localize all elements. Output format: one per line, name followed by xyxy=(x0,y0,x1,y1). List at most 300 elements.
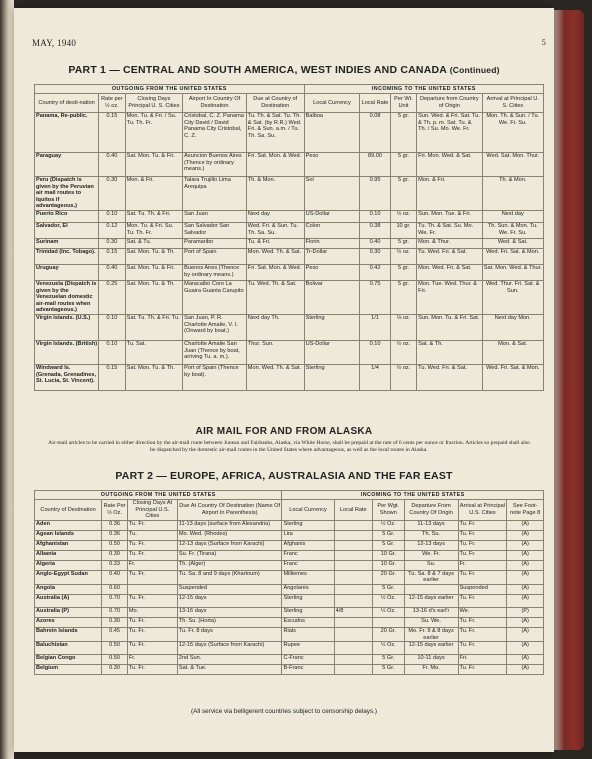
part2-table-cell: 5 Gr. xyxy=(372,540,404,550)
part2-table-cell: 20 Gr. xyxy=(372,570,404,584)
part2-table-cell xyxy=(334,570,372,584)
part2-table-cell: Su. Fr. (Tirana) xyxy=(177,550,282,560)
table-row xyxy=(35,248,544,264)
part1-table-cell: Th. Sun. & Mon. Tu. We. Fr. Su. xyxy=(482,222,543,238)
part2-table-cell: 0.50 xyxy=(102,642,128,655)
part2-table-cell xyxy=(334,560,372,570)
part1-table-cell: Bolivar xyxy=(304,280,360,314)
part1-table-cell: Sat. Mon. Tu. & Th. xyxy=(125,364,183,390)
part2-table-cell: Tu. Fr. xyxy=(458,530,507,540)
table-row xyxy=(35,264,544,280)
part2-table-cell: Fr. xyxy=(127,560,177,570)
part2-table-cell: 12-13 days (Surface from Karachi) xyxy=(177,540,282,550)
part1-column-header: Arrival at Principal U. S. Cities xyxy=(482,94,543,113)
part2-table-cell: Tu. xyxy=(127,530,177,540)
part2-table-cell: Fr. xyxy=(127,655,177,665)
part1-table-cell: Tu. Th. & Sat. Tu. Th. & Sat. (by R.R.) Wed. Fri. & Sun. a.m. / Tu. Th. Sa. Su. xyxy=(246,113,304,153)
part2-outgoing-header: OUTGOING FROM THE UNITED STATES xyxy=(35,491,282,500)
part1-column-headers xyxy=(35,94,544,113)
part1-table-cell: 0.10 xyxy=(99,314,125,340)
part1-table-cell: Fri. Sat. Mon. & Wed. xyxy=(246,153,304,177)
part2-table-cell: Afghanis xyxy=(282,540,334,550)
table-row xyxy=(35,520,544,530)
part2-table-cell: ½ Oz. xyxy=(372,642,404,655)
part2-table-cell: Anglo-Egypt Sudan xyxy=(35,570,102,584)
part1-table-cell: Peru (Dispatch is given by the Peruvian air mail routes to Iquitos if advantageous.) xyxy=(35,177,99,211)
part2-table-cell xyxy=(334,520,372,530)
part1-table-cell: Sat. Tu. Th. & Fri. Tu. xyxy=(125,314,183,340)
part1-table-cell: Mon. Wed. Th. & Sat. xyxy=(246,248,304,264)
part1-table-cell: 10 gr. xyxy=(390,222,416,238)
part2-table-cell: 0.70 xyxy=(102,607,128,617)
part2-table-cell: 0.70 xyxy=(102,594,128,607)
part2-table-cell: 12-15 days (Surface from Karachi) xyxy=(177,642,282,655)
part1-table-cell: Next day xyxy=(246,210,304,222)
part1-column-header: Country of desti-nation xyxy=(35,94,99,113)
part2-table-cell: C-Franc xyxy=(282,655,334,665)
part1-table-cell: Mon. & Thur. xyxy=(417,238,482,248)
part2-table-cell: Franc xyxy=(282,560,334,570)
part2-table-cell xyxy=(404,584,458,594)
part2-table-cell: (A) xyxy=(507,530,544,540)
part2-table-cell: 5 Gr. xyxy=(372,530,404,540)
table-row xyxy=(35,364,544,390)
part1-table-cell: Paraguay xyxy=(35,153,99,177)
part2-table-cell: Tu. Sa. 8 & 7 days earlier xyxy=(404,570,458,584)
part2-table-cell: Sat. & Tue. xyxy=(177,665,282,675)
part2-table-cell: Baluchistan xyxy=(35,642,102,655)
part1-table-cell: Sun. Mon. Tue. & Fri. xyxy=(417,210,482,222)
part1-table-cell: US-Dollar xyxy=(304,210,360,222)
part2-column-header: Due At Country Of Destination (Name Of Airport In Parenthesis) xyxy=(177,500,282,521)
part2-table-cell xyxy=(334,627,372,641)
part2-table-cell xyxy=(334,530,372,540)
part1-continued: (Continued) xyxy=(449,65,500,75)
part1-table-cell: 0.40 xyxy=(99,153,125,177)
part1-table-cell: 0.75 xyxy=(360,280,390,314)
part1-title xyxy=(14,64,554,76)
part1-table-cell: Tu. Wed. Fri. & Sat. xyxy=(417,364,482,390)
table-row xyxy=(35,280,544,314)
part2-table-cell: 0.30 xyxy=(102,617,128,627)
part1-table-cell: San Juan, P. R. Charlotte Amalie, V. I. (Onward by boat.) xyxy=(183,314,247,340)
part1-table-cell: Tu. & Fri. xyxy=(246,238,304,248)
part2-table-cell: (A) xyxy=(507,584,544,594)
part1-table-cell: Buenos Aires (Thence by ordinary means.) xyxy=(183,264,247,280)
part1-table-cell: Mon. Tu. & Fri. / Su. Tu. Th. Fr. xyxy=(125,113,183,153)
part2-table-cell: Lira xyxy=(282,530,334,540)
part2-table-cell: ½ Oz. xyxy=(372,607,404,617)
part2-table-cell: ½ Oz. xyxy=(372,520,404,530)
table-row xyxy=(35,222,544,238)
part2-table-cell xyxy=(372,617,404,627)
part1-table-cell: ½ oz. xyxy=(390,340,416,364)
part2-table-cell: 13-16 d's earl'r xyxy=(404,607,458,617)
part1-table-cell: Sterling xyxy=(304,314,360,340)
part1-column-header: Local Rate xyxy=(360,94,390,113)
part1-title-text: PART 1 — CENTRAL AND SOUTH AMERICA, WEST INDIES AND CANADA xyxy=(68,64,447,76)
part2-table-cell: 12-15 days earlier xyxy=(404,642,458,655)
page-number: 5 xyxy=(541,38,546,47)
part1-table-cell: Wed. Sat. Mon. Thur. xyxy=(482,153,543,177)
part2-table-cell: 0.50 xyxy=(102,540,128,550)
part2-table-cell: Tu. Fr. xyxy=(127,594,177,607)
part2-table-cell: 11-13 days (surface from Alexandria) xyxy=(177,520,282,530)
part1-table-cell: ⅛ oz. xyxy=(390,314,416,340)
part1-table-cell: 0.10 xyxy=(99,340,125,364)
table-row xyxy=(35,584,544,594)
part2-table-cell: Angolares xyxy=(282,584,334,594)
part1-table-cell: Virgin Islands. (U.S.) xyxy=(35,314,99,340)
part2-table-cell: Tu. Fr. xyxy=(127,627,177,641)
part1-table-cell: Charlotte Amalie San Juan (Thence by boat, arriving Tu. a. m.). xyxy=(183,340,247,364)
part1-table-cell: 0.38 xyxy=(360,222,390,238)
part1-table-cell: Mon. & Fri. xyxy=(417,177,482,211)
table-row xyxy=(35,153,544,177)
table-row xyxy=(35,314,544,340)
part1-table-cell: Sterling xyxy=(304,364,360,390)
part1-table-cell: Mon. & Fri. xyxy=(125,177,183,211)
table-row xyxy=(35,627,544,641)
part1-table-cell: Tr-Dollar xyxy=(304,248,360,264)
part2-column-header: Per Wgt. Shown xyxy=(372,500,404,521)
part2-table-cell: Th. Su. (Horta) xyxy=(177,617,282,627)
part2-table-cell: 12-13 days xyxy=(404,540,458,550)
part2-table-cell: 11-13 days xyxy=(404,520,458,530)
part2-table-cell: 5 Gr. xyxy=(372,655,404,665)
part1-table-cell: 0.08 xyxy=(360,113,390,153)
part1-table-cell: 1/1 xyxy=(360,314,390,340)
part2-table-cell: 0.33 xyxy=(102,560,128,570)
part2-table-cell: Tu. Fr. xyxy=(458,642,507,655)
part2-table-cell: B-Franc xyxy=(282,665,334,675)
part1-table-cell: Fri. Sat. Mon. & Wed. xyxy=(246,264,304,280)
document-page[interactable] xyxy=(14,8,554,752)
part1-table-cell: Port of Spain xyxy=(183,248,247,264)
part1-table-cell: Balboa xyxy=(304,113,360,153)
part2-table-cell: 10-11 days xyxy=(404,655,458,665)
part1-table-cell: Mon. Wed. Fri. & Sat. xyxy=(417,264,482,280)
part1-table-cell: Mon. Th. & Sun. / Tu. We. Fr. Su. xyxy=(482,113,543,153)
page-date: MAY, 1940 xyxy=(32,38,77,48)
part2-table-cell: Tu. Fr. xyxy=(458,665,507,675)
part2-table-cell: (A) xyxy=(507,520,544,530)
part1-table-cell: Sol xyxy=(304,177,360,211)
part1-table-cell: Trinidad (Inc. Tobago). xyxy=(35,248,99,264)
part2-table-cell: Agean Islands xyxy=(35,530,102,540)
part1-table-cell: San Juan xyxy=(183,210,247,222)
part2-table-cell: Th. Su. xyxy=(404,530,458,540)
part2-table-cell: 5 Gr. xyxy=(372,584,404,594)
part2-table-cell: 0.60 xyxy=(102,584,128,594)
part1-incoming-header: INCOMING TO THE UNITED STATES xyxy=(304,85,543,94)
binder-spine xyxy=(554,10,584,750)
part1-column-header: Due at Country of Destination xyxy=(246,94,304,113)
part1-outgoing-header: OUTGOING FROM THE UNITED STATES xyxy=(35,85,305,94)
part1-table-cell: Colon xyxy=(304,222,360,238)
part1-table-cell: Next day Th. xyxy=(246,314,304,340)
part2-table-cell: 0.50 xyxy=(102,655,128,665)
table-row xyxy=(35,655,544,665)
part1-table-cell: Sat. Mon. Tu. & Th. xyxy=(125,248,183,264)
part1-table-cell: Mon. Tue. Wed. Thur. & Fri. xyxy=(417,280,482,314)
part2-table-cell: We. xyxy=(458,607,507,617)
part2-table-body xyxy=(35,520,544,674)
table-row xyxy=(35,540,544,550)
part2-table-cell: Tu. Fr. xyxy=(458,570,507,584)
part2-table-cell: (P) xyxy=(507,607,544,617)
part2-table-cell: Tu. Fr. xyxy=(127,617,177,627)
part1-table-cell: Virgin Islands. (British) xyxy=(35,340,99,364)
part2-table-cell: Tu. Fr. xyxy=(458,617,507,627)
part1-column-header: Airport In Country Of Destination xyxy=(183,94,247,113)
part2-table-cell: Angola xyxy=(35,584,102,594)
part2-table-cell: 20 Gr. xyxy=(372,627,404,641)
part2-table-cell: Mo. xyxy=(127,607,177,617)
part2-column-header: Departure From Country Of Origin xyxy=(404,500,458,521)
part1-table-cell: Sat. Mon. Wed. & Thur. xyxy=(482,264,543,280)
table-row xyxy=(35,113,544,153)
part2-table-cell: 0.45 xyxy=(102,627,128,641)
part2-table-cell: 0.40 xyxy=(102,570,128,584)
part2-table-cell: (A) xyxy=(507,550,544,560)
part2-table-cell: (A) xyxy=(507,642,544,655)
part1-table-cell: 5 gr. xyxy=(390,238,416,248)
facing-page-edge xyxy=(0,0,14,759)
part1-table-cell: US-Dollar xyxy=(304,340,360,364)
part1-table-cell: Wed. Fri. & Sun. Tu. Th. Sa. Su. xyxy=(246,222,304,238)
part2-table-cell: Mo. Fr. 9 & 8 days earlier xyxy=(404,627,458,641)
part2-table-cell xyxy=(127,584,177,594)
part1-table-cell: 5 gr. xyxy=(390,264,416,280)
part1-table-cell: 5 gr. xyxy=(390,153,416,177)
table-row xyxy=(35,530,544,540)
part1-table-cell: 0.40 xyxy=(99,264,125,280)
part2-table-cell: Suspended xyxy=(177,584,282,594)
part1-table-cell: Tu. Th. & Sat. Su. Mo. We. Fr. xyxy=(417,222,482,238)
part2-table-cell: 2nd Sun. xyxy=(177,655,282,665)
part1-table-cell: Sat. Mon. Tu. & Th. xyxy=(125,280,183,314)
part1-table-cell: Tu. Sat. xyxy=(125,340,183,364)
part1-table-cell: 0.30 xyxy=(99,238,125,248)
part2-table-cell: Tu. Fr. xyxy=(127,550,177,560)
part1-column-header: Per Wt. Unit xyxy=(390,94,416,113)
part1-table-cell: Surinam xyxy=(35,238,99,248)
part1-table-cell: 5 gr. xyxy=(390,113,416,153)
part1-table-cell: 0.10 xyxy=(99,210,125,222)
part1-column-header: Departure from Country of Origin xyxy=(417,94,482,113)
table-row xyxy=(35,340,544,364)
part2-table-cell: 0.36 xyxy=(102,530,128,540)
part1-table-body xyxy=(35,113,544,391)
part1-column-header: Rate per ½ oz. xyxy=(99,94,125,113)
part2-table-cell: Tu. Fr. xyxy=(127,642,177,655)
part1-table-cell: Talara Trujillo Lima Arequipa xyxy=(183,177,247,211)
part2-table-cell: Tu. Sa. 8 and 9 days (Khartoum) xyxy=(177,570,282,584)
part1-table-cell: Panama, Re-public. xyxy=(35,113,99,153)
part2-table-cell: We. Fr. xyxy=(404,550,458,560)
censorship-footnote: (All service via belligerent countries subject to censorship delays.) xyxy=(190,708,378,715)
part2-table-cell: Su. xyxy=(404,560,458,570)
part2-table-cell: Th. (Alger) xyxy=(177,560,282,570)
part1-table-cell: Peso xyxy=(304,153,360,177)
part1-table-cell: Wed. Fri. Sat. & Mon. xyxy=(482,248,543,264)
part2-table-cell: 12-15 days xyxy=(177,594,282,607)
part1-table-cell: 1/4 xyxy=(360,364,390,390)
table-row xyxy=(35,210,544,222)
part2-table-cell: 12-15 days earlier xyxy=(404,594,458,607)
part2-table-cell: (A) xyxy=(507,655,544,665)
part2-column-header: Closing Days At Principal U.S. Cities xyxy=(127,500,177,521)
part2-table-cell: (A) xyxy=(507,665,544,675)
part1-table-cell: Tu. Wed. Th. & Sat. xyxy=(246,280,304,314)
part1-table-cell: Fri. Mon. Wed. & Sat. xyxy=(417,153,482,177)
part1-table-cell: Peso xyxy=(304,264,360,280)
part1-column-header: Closing Days Principal U. S. Cities xyxy=(125,94,183,113)
part2-table-cell: Albania xyxy=(35,550,102,560)
part2-table-cell: (A) xyxy=(507,540,544,550)
part2-table-cell: Sterling xyxy=(282,520,334,530)
part1-table-cell: 5 gr. xyxy=(390,280,416,314)
part2-table-cell: Fr. Mo. xyxy=(404,665,458,675)
part1-table-cell: Asuncion Buenos Aires (Thence by ordinary means.) xyxy=(183,153,247,177)
airmail-note: Air-mail articles to be carried in either direction by the air-mail route between Juneau and Fairbanks, Alaska, via White Horse, shall be prepaid at the rate of 6 cents per ounce or fraction. Articles so prepaid shall also be dispatched by the domestic air-mail routes in the United States where advantageous, as well as the local routes in Alaska. xyxy=(48,440,530,453)
part2-table-cell: 0.30 xyxy=(102,665,128,675)
part2-table-cell: Tu. Fr. xyxy=(127,540,177,550)
table-row xyxy=(35,570,544,584)
part1-table-cell: Venezuela (Dispatch is given by the Venezuelan domestic air-mail routes when advantageous.) xyxy=(35,280,99,314)
part1-table-cell: ½ oz. xyxy=(390,210,416,222)
part1-table-cell: Florin xyxy=(304,238,360,248)
table-row xyxy=(35,550,544,560)
part2-table-cell: Su. We. xyxy=(404,617,458,627)
part2-table-cell: Belgium xyxy=(35,665,102,675)
part1-table-cell: Puerto Rico xyxy=(35,210,99,222)
part1-table-cell: Mon. Tu. & Fri. Su. Tu. Th. Fr. xyxy=(125,222,183,238)
part2-table-cell: Rials xyxy=(282,627,334,641)
part2-table-cell: Escudos xyxy=(282,617,334,627)
table-row xyxy=(35,642,544,655)
part2-table-cell: Sterling xyxy=(282,594,334,607)
part2-column-header: Arrival at Principal U.S. Cities xyxy=(458,500,507,521)
part1-table-cell: ½ oz. xyxy=(390,364,416,390)
part2-column-header: See Foot-note Page 8 xyxy=(507,500,544,521)
part2-table-cell: Fri. xyxy=(458,655,507,665)
part2-table-cell: Sterling xyxy=(282,607,334,617)
part2-table-cell: 13-16 days xyxy=(177,607,282,617)
part1-table-cell: San Salvador San Salvador xyxy=(183,222,247,238)
part2-table-cell: Tu. Fr. xyxy=(458,550,507,560)
part1-table-cell: Port of Spain (Thence by boat). xyxy=(183,364,247,390)
part2-table-cell: 10 Gr. xyxy=(372,550,404,560)
part2-table-cell: 0.30 xyxy=(102,550,128,560)
part1-table-cell: Mon. Wed. Th. & Sat. xyxy=(246,364,304,390)
part2-table-cell: Suspended xyxy=(458,584,507,594)
part2-table-cell: Bahrein Islands xyxy=(35,627,102,641)
part1-table-cell: Th. & Mon. xyxy=(482,177,543,211)
part1-table-cell: 0.40 xyxy=(360,238,390,248)
part1-table-cell: 0.10 xyxy=(360,210,390,222)
part1-table-cell: Th. & Mon. xyxy=(246,177,304,211)
part2-table-cell: Azores xyxy=(35,617,102,627)
table-row xyxy=(35,177,544,211)
part2-table-cell: Tu. Fr. xyxy=(458,520,507,530)
table-row xyxy=(35,665,544,675)
part2-table xyxy=(34,490,544,675)
part2-table-cell xyxy=(334,584,372,594)
part2-table-cell: Australia (P) xyxy=(35,607,102,617)
part1-table-cell: 0.30 xyxy=(99,177,125,211)
part2-table-cell xyxy=(334,642,372,655)
part1-table-cell: 0.25 xyxy=(99,280,125,314)
part2-table-cell: Mo. Wed. (Rhodes) xyxy=(177,530,282,540)
part1-table-cell: 0.15 xyxy=(99,113,125,153)
part2-table-cell xyxy=(334,617,372,627)
part2-table-cell: (A) xyxy=(507,617,544,627)
part2-table-cell: 0.36 xyxy=(102,520,128,530)
part2-table-cell: Algeria xyxy=(35,560,102,570)
table-row xyxy=(35,238,544,248)
airmail-title: AIR MAIL FOR AND FROM ALASKA xyxy=(195,426,373,437)
part1-table-cell: Sat. & Th. xyxy=(417,340,482,364)
part2-table-cell: Tu. Fr. xyxy=(127,520,177,530)
part1-table-cell: Sun. Wed. & Fri. Sat. Tu. & Th. p. m. Sat. Tu. & Th. / Su. Mo. We. Fr. xyxy=(417,113,482,153)
part2-table-cell: Franc xyxy=(282,550,334,560)
part1-table-cell: Windward Is. (Grenada, Grenadines, St. Lucia, St. Vincent). xyxy=(35,364,99,390)
part2-table-cell xyxy=(334,540,372,550)
part1-table-cell: Sat. Mon. Tu. & Fri. xyxy=(125,153,183,177)
part1-table-cell: Cristobal, C. Z. Panama City David / David Panama City Cristobal, C. Z. xyxy=(183,113,247,153)
part2-table-cell: Tu. Fr. xyxy=(127,570,177,584)
part2-table-cell: Tu. Fr. xyxy=(458,540,507,550)
part1-table xyxy=(34,84,544,391)
part1-table-cell: Sat. Tu. Th. & Fri. xyxy=(125,210,183,222)
part2-column-header: Rate Per ½ Oz. xyxy=(102,500,128,521)
part2-table-cell: 4/8 xyxy=(334,607,372,617)
part2-table-cell: (A) xyxy=(507,627,544,641)
part1-table-cell: 89.00 xyxy=(360,153,390,177)
part2-column-header: Local Rate xyxy=(334,500,372,521)
part2-table-cell: Belgian Congo xyxy=(35,655,102,665)
part1-table-cell: Wed. & Sat. xyxy=(482,238,543,248)
part2-incoming-header: INCOMING TO THE UNITED STATES xyxy=(282,491,544,500)
part2-table-cell: Milliemes xyxy=(282,570,334,584)
part1-table-cell: ½ oz. xyxy=(390,248,416,264)
part2-table-cell: (A) xyxy=(507,560,544,570)
part2-table-cell: Afghanistan xyxy=(35,540,102,550)
part1-table-cell: Thur. Sun. xyxy=(246,340,304,364)
table-row xyxy=(35,607,544,617)
part1-table-cell: Sat. Mon. Tu. & Fri. xyxy=(125,264,183,280)
part1-table-cell: 0.30 xyxy=(360,248,390,264)
part1-table-cell: Wed. Thur. Fri. Sat. & Sun. xyxy=(482,280,543,314)
part2-table-cell: Tu. Fr. xyxy=(458,594,507,607)
part1-table-cell: Next day xyxy=(482,210,543,222)
part2-title: PART 2 — EUROPE, AFRICA, AUSTRALASIA AND THE FAR EAST xyxy=(115,470,453,482)
part2-table-cell xyxy=(334,655,372,665)
part2-column-header: Country of Destination xyxy=(35,500,102,521)
part2-table-cell: Tu. Fr. xyxy=(127,665,177,675)
part1-table-cell: Wed. Fri. Sat. & Mon. xyxy=(482,364,543,390)
part1-table-cell: Mon. & Sat. xyxy=(482,340,543,364)
part2-table-cell: Tu. Fr. 8 days xyxy=(177,627,282,641)
table-row xyxy=(35,560,544,570)
part1-column-header: Local Currency xyxy=(304,94,360,113)
table-row xyxy=(35,617,544,627)
part1-table-cell: Tu. Wed. Fri. & Sat. xyxy=(417,248,482,264)
part2-table-cell: 10 Gr. xyxy=(372,560,404,570)
part2-table-cell: Aden xyxy=(35,520,102,530)
